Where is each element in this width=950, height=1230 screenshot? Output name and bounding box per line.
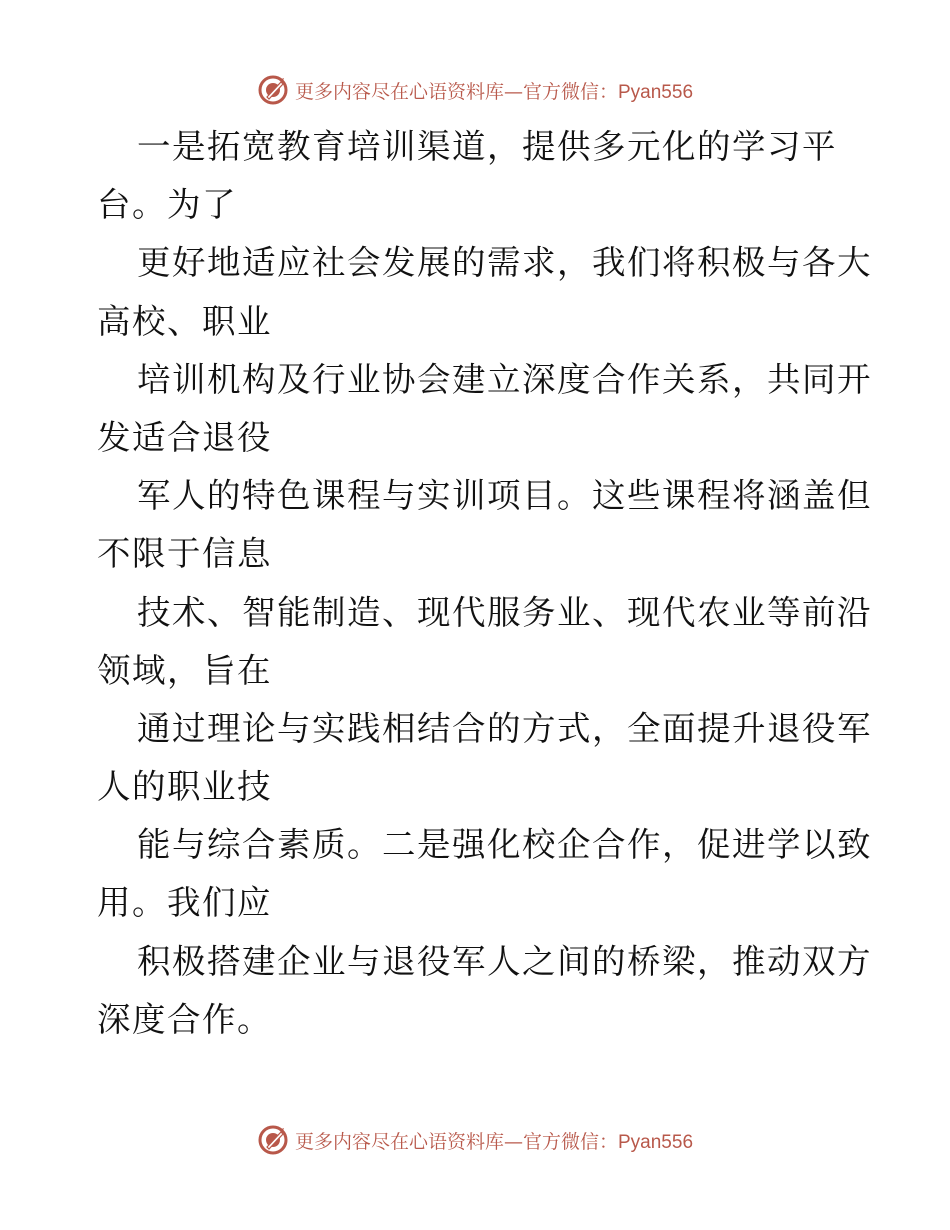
text-line-2: 台。为了 [97, 185, 237, 225]
text-line-13: 能与综合素质。二是强化校企合作，促进学以致 [137, 825, 872, 865]
footer-wechat-id: Pyan556 [618, 1131, 694, 1153]
red-seal-logo-icon [257, 74, 289, 106]
header-wechat-id: Pyan556 [618, 81, 694, 103]
red-seal-logo-icon [257, 1124, 289, 1156]
text-line-3: 更好地适应社会发展的需求，我们将积极与各大 [137, 243, 872, 283]
text-line-12: 人的职业技 [97, 767, 272, 807]
text-line-11: 通过理论与实践相结合的方式，全面提升退役军 [137, 708, 872, 748]
text-line-5: 培训机构及行业协会建立深度合作关系，共同开 [137, 359, 872, 399]
text-line-1: 一是拓宽教育培训渠道，提供多元化的学习平 [137, 127, 837, 166]
footer-banner [0, 1120, 950, 1160]
text-line-15: 积极搭建企业与退役军人之间的桥梁，推动双方 [137, 941, 872, 981]
text-line-14: 用。我们应 [97, 883, 272, 923]
header-banner-text: 更多内容尽在心语资料库—官方微信：Pyan556 [294, 80, 694, 103]
text-line-8: 不限于信息 [97, 534, 272, 574]
text-line-7: 军人的特色课程与实训项目。这些课程将涵盖但 [137, 476, 872, 516]
text-line-9: 技术、智能制造、现代服务业、现代农业等前沿 [137, 592, 872, 632]
text-line-6: 发适合退役 [97, 417, 272, 457]
footer-banner-text: 更多内容尽在心语资料库—官方微信：Pyan556 [294, 1130, 694, 1153]
text-line-10: 领域，旨在 [97, 650, 272, 690]
text-line-4: 高校、职业 [97, 301, 272, 341]
document-body [97, 118, 872, 1049]
text-line-16: 深度合作。 [97, 999, 272, 1039]
header-banner [0, 70, 950, 110]
